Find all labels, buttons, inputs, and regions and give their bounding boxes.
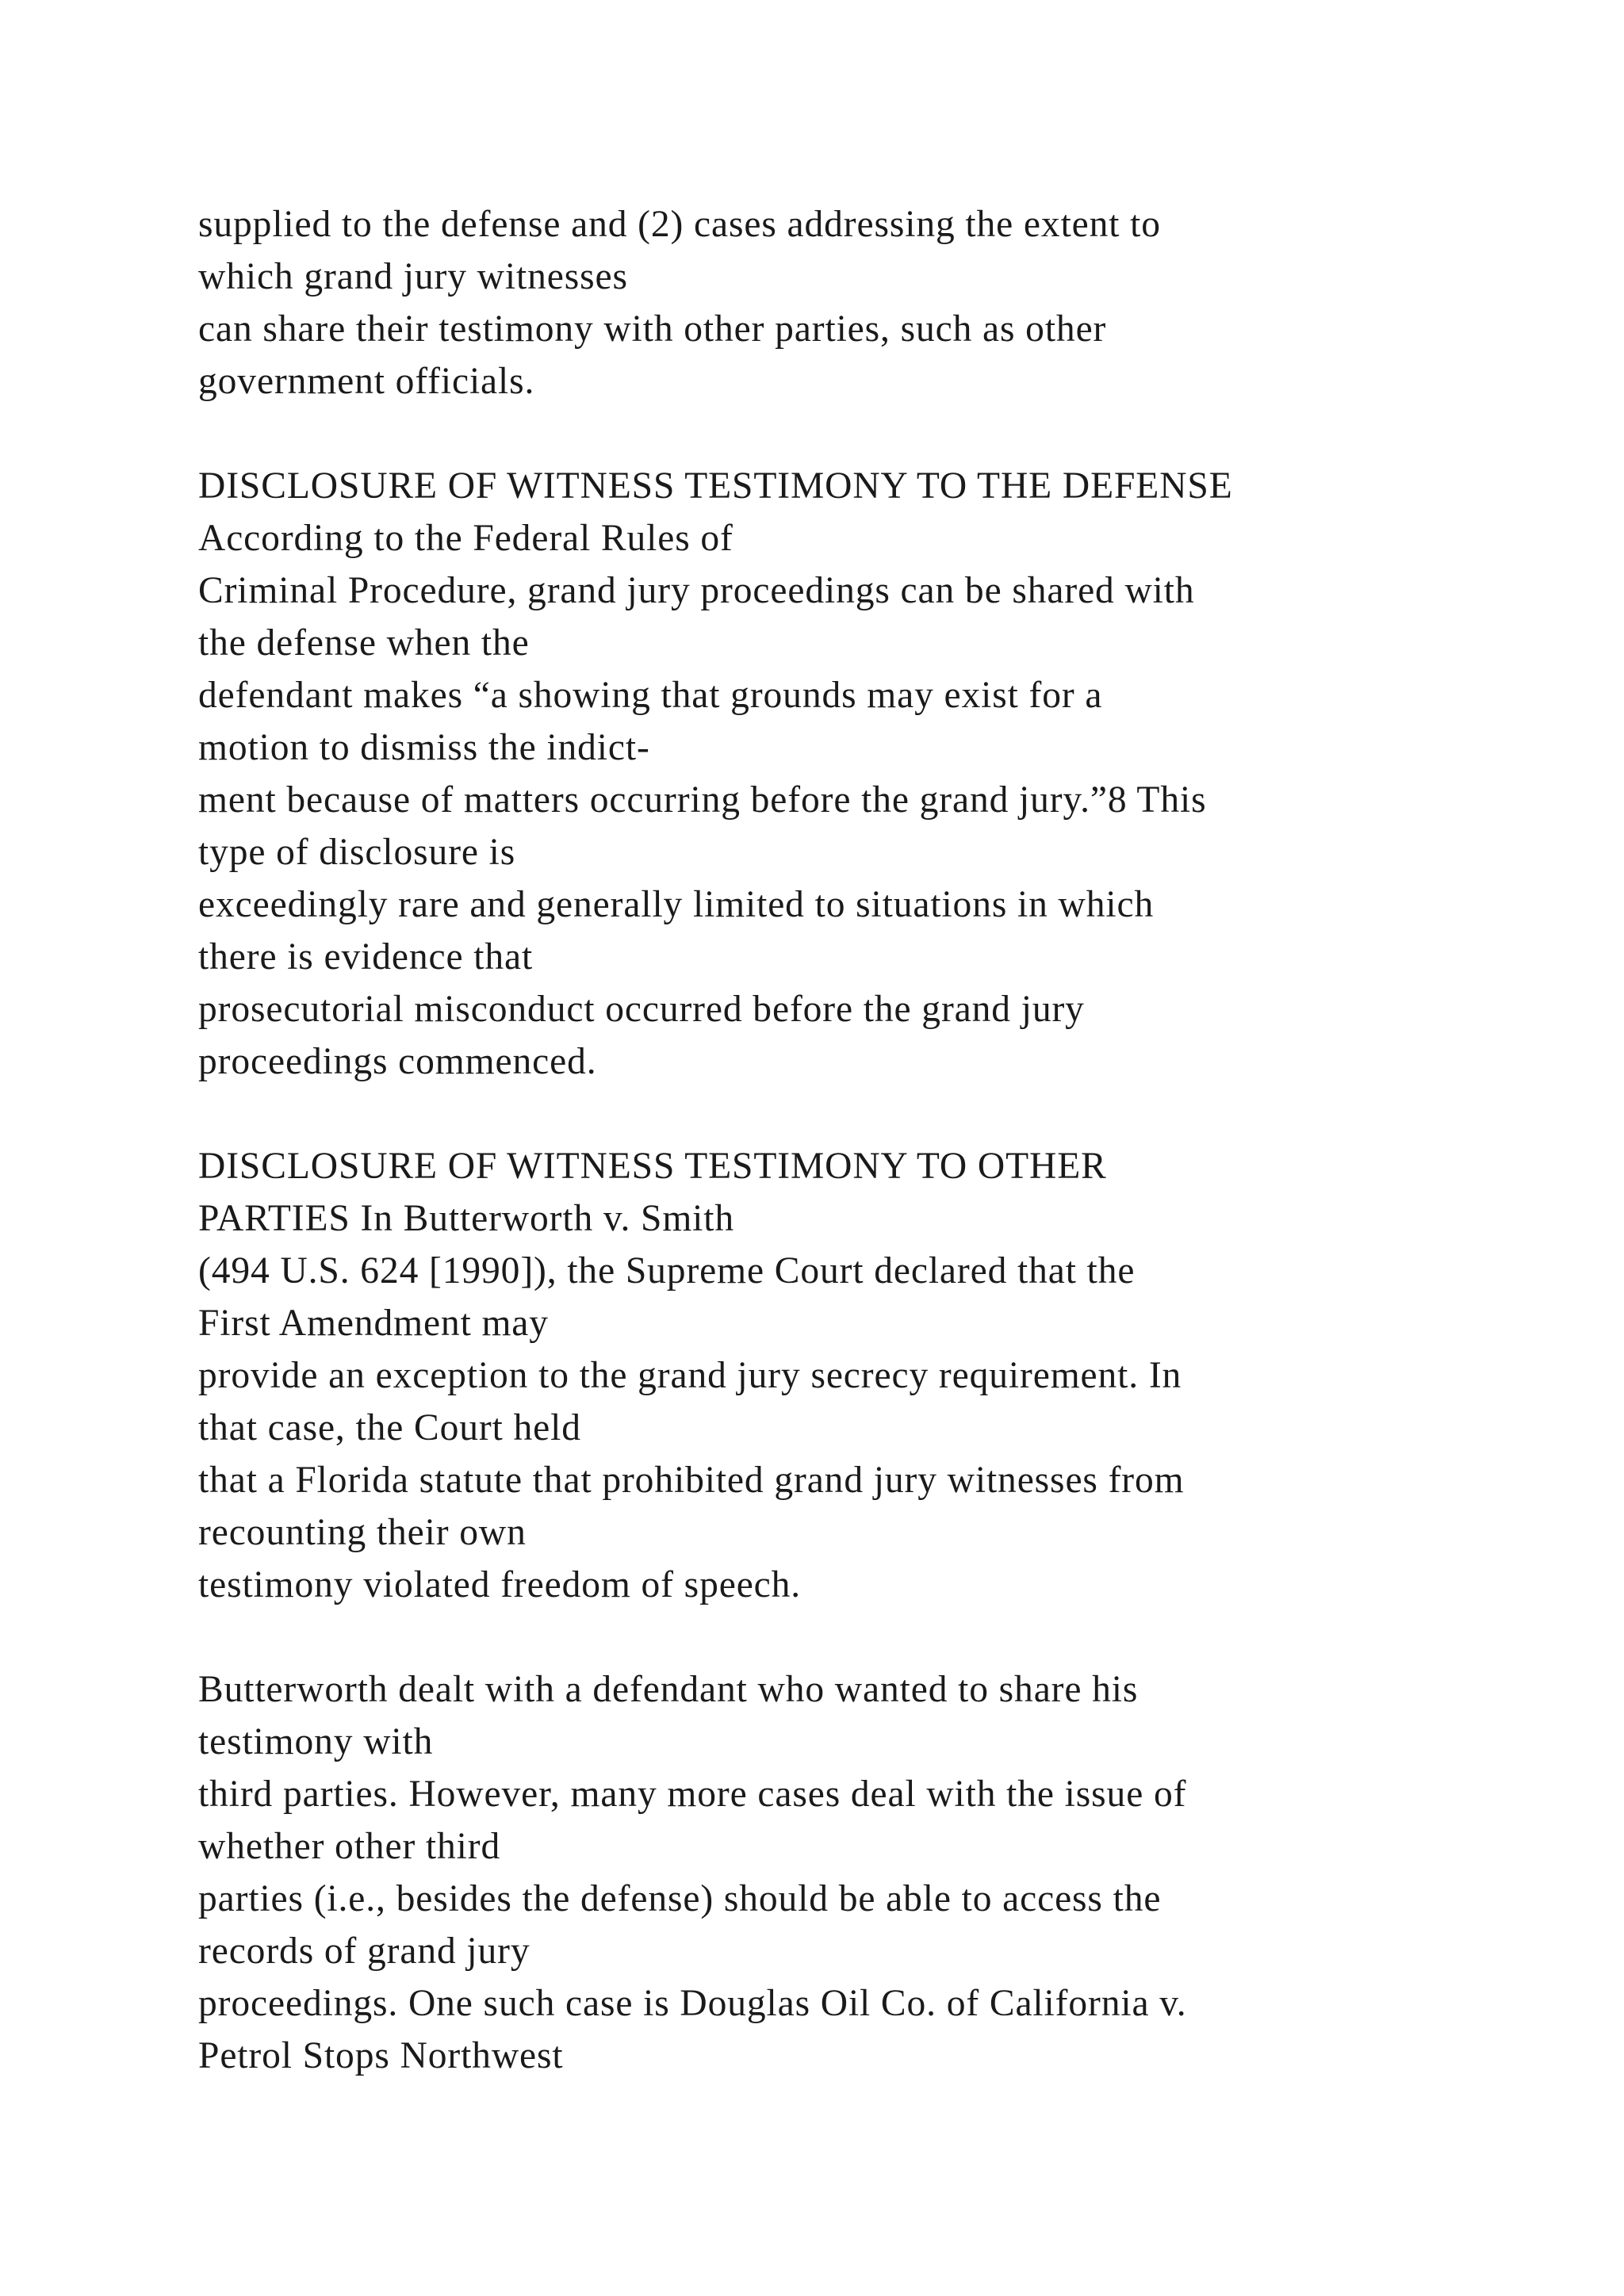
- text-line: supplied to the defense and (2) cases addressing the extent to: [198, 204, 1161, 245]
- text-line: ment because of matters occurring before the grand jury.”8 This: [198, 779, 1207, 821]
- paragraph-gap: [198, 1611, 1507, 1663]
- text-line: type of disclosure is: [198, 832, 516, 873]
- text-line: First Amendment may: [198, 1303, 549, 1344]
- text-line: records of grand jury: [198, 1931, 530, 1972]
- section-heading-line: DISCLOSURE OF WITNESS TESTIMONY TO OTHER: [198, 1146, 1107, 1187]
- text-line: that case, the Court held: [198, 1407, 581, 1448]
- text-line: recounting their own: [198, 1512, 527, 1553]
- text-line: parties (i.e., besides the defense) should be able to access the: [198, 1878, 1162, 1919]
- text-line: Criminal Procedure, grand jury proceedings can be shared with: [198, 570, 1195, 611]
- document-body: [198, 198, 1507, 2082]
- text-line: that a Florida statute that prohibited grand jury witnesses from: [198, 1460, 1185, 1501]
- text-line: proceedings commenced.: [198, 1041, 597, 1082]
- text-line: proceedings. One such case is Douglas Oil Co. of California v.: [198, 1983, 1187, 2024]
- text-line: testimony with: [198, 1721, 434, 1762]
- text-line: which grand jury witnesses: [198, 256, 628, 297]
- text-line: exceedingly rare and generally limited to situations in which: [198, 884, 1155, 925]
- text-line: the defense when the: [198, 622, 530, 664]
- text-line: Butterworth dealt with a defendant who wanted to share his: [198, 1669, 1139, 1710]
- text-line: (494 U.S. 624 [1990]), the Supreme Court declared that the: [198, 1250, 1136, 1292]
- paragraph-gap: [198, 408, 1507, 460]
- text-line: provide an exception to the grand jury secrecy requirement. In: [198, 1355, 1182, 1396]
- text-line: testimony violated freedom of speech.: [198, 1564, 802, 1605]
- section-heading-line: DISCLOSURE OF WITNESS TESTIMONY TO THE DEFENSE: [198, 465, 1233, 507]
- text-line: defendant makes “a showing that grounds may exist for a: [198, 675, 1103, 716]
- text-line: there is evidence that: [198, 936, 534, 978]
- text-line: According to the Federal Rules of: [198, 518, 733, 559]
- text-line: PARTIES In Butterworth v. Smith: [198, 1198, 735, 1239]
- text-line: motion to dismiss the indict-: [198, 727, 650, 768]
- text-line: whether other third: [198, 1826, 501, 1867]
- text-line: can share their testimony with other parties, such as other: [198, 308, 1107, 350]
- paragraph-gap: [198, 1088, 1507, 1140]
- text-line: prosecutorial misconduct occurred before the grand jury: [198, 989, 1085, 1030]
- text-line: Petrol Stops Northwest: [198, 2035, 564, 2076]
- text-line: government officials.: [198, 361, 535, 402]
- text-line: third parties. However, many more cases deal with the issue of: [198, 1774, 1187, 1815]
